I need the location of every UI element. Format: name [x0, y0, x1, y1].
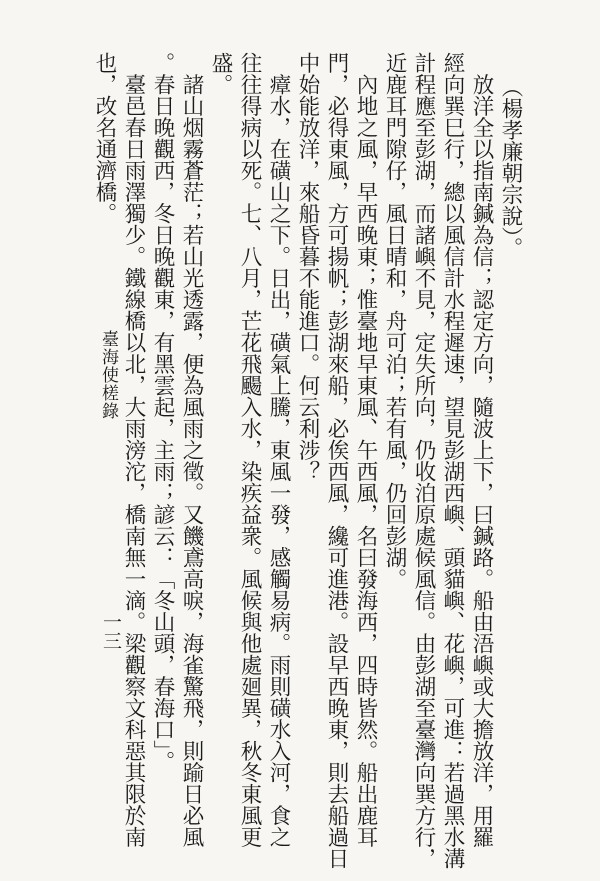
text-column: 也，改名通濟橋。 — [92, 52, 117, 224]
text-column: 盛。 — [208, 52, 233, 95]
text-column: 中始能放洋，來船昏暮不能進口。何云利涉？ — [295, 52, 320, 482]
text-column: 瘴水，在磺山之下。日出，磺氣上騰，東風一發，感觸易病。雨則磺水入河，食之 — [266, 52, 291, 848]
text-column: 計程應至彭湖，而諸嶼不見，定失所向，仍收泊原處候風信。由彭湖至臺灣向巽方行， — [411, 52, 436, 869]
text-column: 門，必得東風，方可揚帆；彭湖來船，必俟西風，纔可進港。設早西晚東，則去船過日 — [324, 52, 349, 869]
page-number: 一三 — [100, 612, 122, 650]
text-column: 臺邑春日雨澤獨少。鐵線橋以北，大雨滂沱，橋南無一滴。梁觀察文科惡其限於南 — [121, 52, 146, 848]
text-column: 放洋全以指南鍼為信；認定方向，隨波上下，曰鍼路。船由浯嶼或大擔放洋，用羅 — [469, 52, 494, 848]
text-column: 往往得病以死。七、八月，芒花飛颺入水，染疾益衆。風候與他處廻異，秋冬東風更 — [237, 52, 262, 848]
text-column: 內地之風，早西晚東；惟臺地早東風、午西風，名曰發海西，四時皆然。船出鹿耳 — [353, 52, 378, 848]
text-column: 近鹿耳門隙仔，風日晴和，舟可泊；若有風，仍回彭湖。 — [382, 52, 407, 590]
text-column: 經向巽巳行，總以風信計水程遲速，望見彭湖西嶼、頭貓嶼、花嶼，可進：若過黑水溝 — [440, 52, 465, 869]
running-title: 臺海使槎錄 — [98, 330, 118, 420]
text-column: 諸山烟霧蒼茫；若山光透露，便為風雨之徵。又饑鳶高唳，海雀驚飛，則踰日必風 — [179, 52, 204, 848]
text-column: 。春日晚觀西，冬日晚觀東，有黑雲起，主雨；諺云：「冬山頭，春海口」。 — [150, 52, 175, 773]
text-column: （楊孝廉朝宗說）。 — [498, 76, 523, 259]
